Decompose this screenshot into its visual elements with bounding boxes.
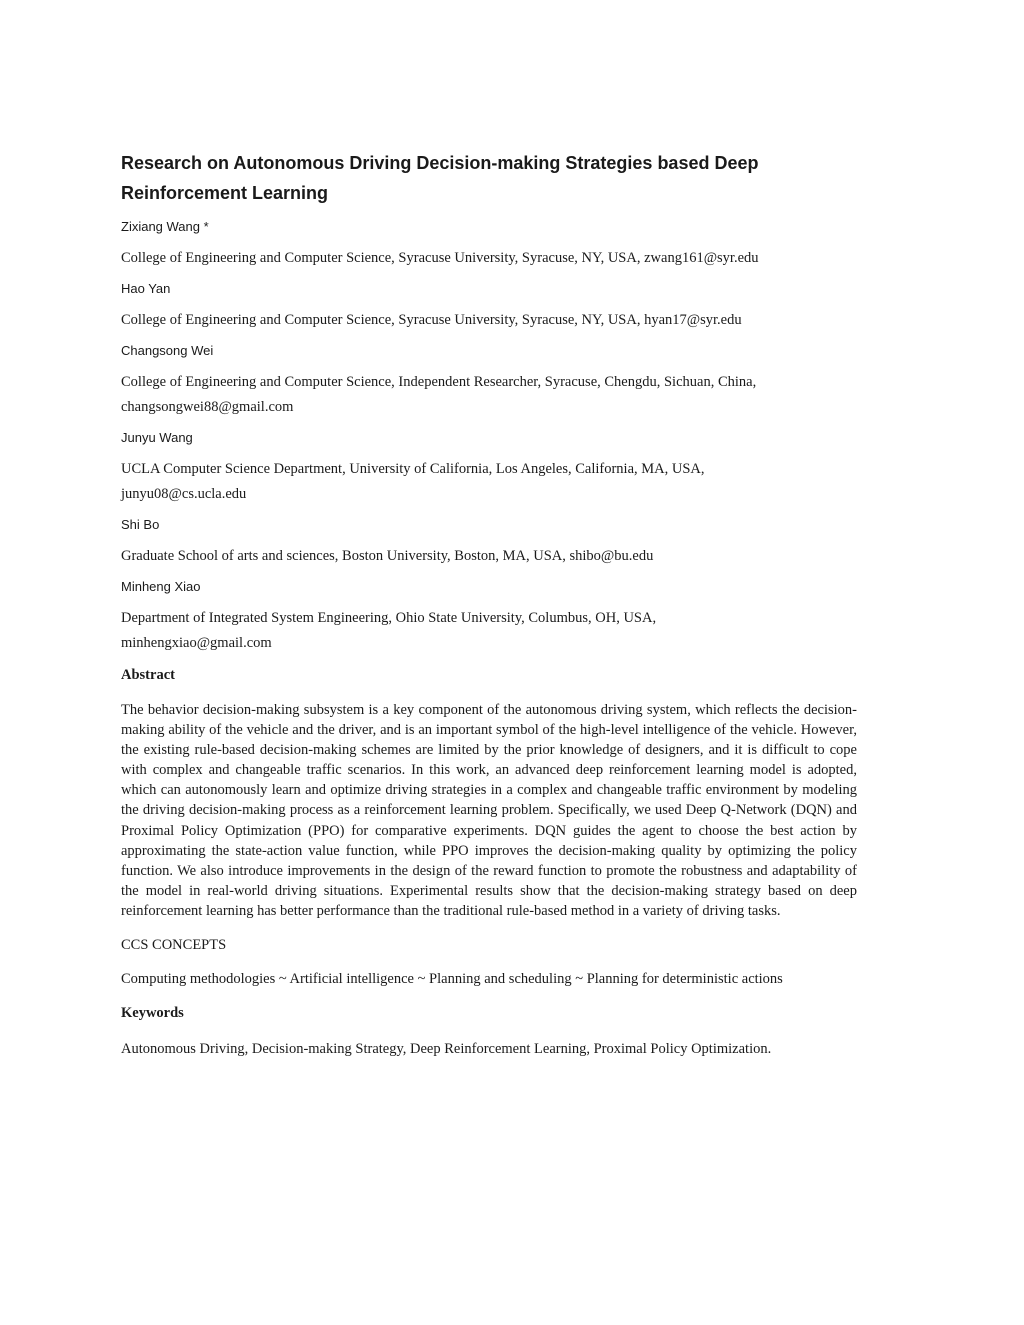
author-affiliation bbox=[121, 457, 857, 507]
keywords-heading: Keywords bbox=[121, 1005, 184, 1022]
author-block bbox=[121, 428, 857, 507]
ccs-concepts-text: Computing methodologies ~ Artificial intelligence ~ Planning and scheduling ~ Planning for deterministic actions bbox=[121, 971, 783, 988]
paper-title-line-2: Reinforcement Learning bbox=[121, 183, 329, 203]
author-affiliation-line-2: junyu08@cs.ucla.edu bbox=[121, 486, 247, 502]
author-name: Shi Bo bbox=[121, 517, 160, 532]
author-affiliation: College of Engineering and Computer Science, Syracuse University, Syracuse, NY, USA, zwang161@syr.edu bbox=[121, 250, 759, 266]
paper-title-line-1: Research on Autonomous Driving Decision-making Strategies based Deep bbox=[121, 153, 759, 173]
paper-title bbox=[121, 148, 857, 208]
author-block bbox=[121, 577, 857, 656]
author-affiliation bbox=[121, 370, 857, 420]
author-affiliation-line-2: minhengxiao@gmail.com bbox=[121, 635, 272, 651]
author-affiliation: Graduate School of arts and sciences, Boston University, Boston, MA, USA, shibo@bu.edu bbox=[121, 548, 654, 564]
abstract-text: The behavior decision-making subsystem is a key component of the autonomous driving system, which reflects the decision-making ability of the vehicle and the driver, and is an important symbol of the high-level intelligence of the vehicle. However, the existing rule-based decision-making schemes are limited by the prior knowledge of designers, and it is difficult to cope with complex and changeable traffic scenarios. In this work, an advanced deep reinforcement learning model is adopted, which can autonomously learn and optimize driving strategies in a complex and changeable traffic environment by modeling the driving decision-making process as a reinforcement learning problem. Specifically, we used Deep Q-Network (DQN) and Proximal Policy Optimization (PPO) for comparative experiments. DQN guides the agent to choose the best action by approximating the state-action value function, while PPO improves the decision-making quality by optimizing the policy function. We also introduce improvements in the design of the reward function to promote the robustness and adaptability of the model in real-world driving situations. Experimental results show that the decision-making strategy based on deep reinforcement learning has better performance than the traditional rule-based method in a variety of driving tasks. bbox=[121, 702, 857, 919]
author-block bbox=[121, 279, 857, 333]
author-name: Changsong Wei bbox=[121, 343, 214, 358]
keywords-text: Autonomous Driving, Decision-making Strategy, Deep Reinforcement Learning, Proximal Policy Optimization. bbox=[121, 1041, 772, 1058]
author-block bbox=[121, 341, 857, 420]
author-affiliation bbox=[121, 606, 857, 656]
paper-page bbox=[121, 148, 857, 1072]
author-affiliation-line-1: Department of Integrated System Engineering, Ohio State University, Columbus, OH, USA, bbox=[121, 610, 657, 626]
author-block bbox=[121, 217, 857, 271]
author-affiliation-line-1: UCLA Computer Science Department, University of California, Los Angeles, California, MA, USA, bbox=[121, 461, 705, 477]
author-name: Hao Yan bbox=[121, 281, 171, 296]
ccs-concepts-heading: CCS CONCEPTS bbox=[121, 937, 227, 954]
author-block bbox=[121, 515, 857, 569]
author-name: Minheng Xiao bbox=[121, 579, 201, 594]
author-name: Junyu Wang bbox=[121, 430, 193, 445]
author-affiliation-line-2: changsongwei88@gmail.com bbox=[121, 399, 294, 415]
author-affiliation: College of Engineering and Computer Science, Syracuse University, Syracuse, NY, USA, hyan17@syr.edu bbox=[121, 312, 742, 328]
author-affiliation-line-1: College of Engineering and Computer Science, Independent Researcher, Syracuse, Chengdu, Sichuan, China, bbox=[121, 374, 757, 390]
abstract-heading: Abstract bbox=[121, 667, 175, 683]
author-name: Zixiang Wang * bbox=[121, 219, 209, 234]
